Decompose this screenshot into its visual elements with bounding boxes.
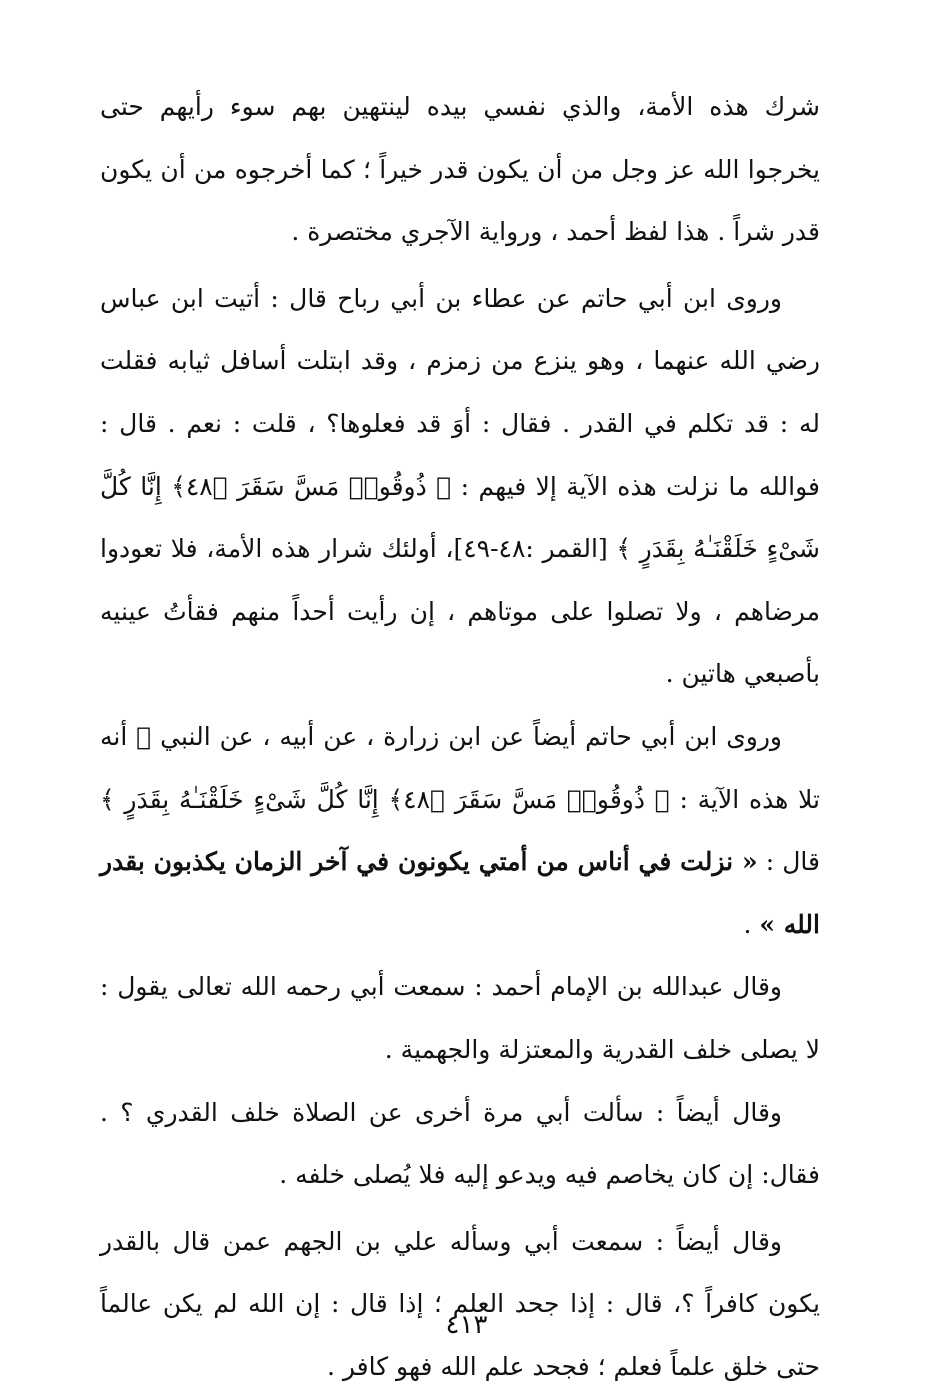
paragraph-2-text-b: [القمر :٤٨-٤٩]، أولئك شرار هذه الأمة، فلا تعودوا مرضاهم ، ولا تصلوا على موتاهم ، إن رأيت أحداً منهم فقأتُ عينيه بأصبعي هاتين .	[100, 534, 820, 689]
paragraph-4-text: وقال عبدالله بن الإمام أحمد : سمعت أبي رحمه الله تعالى يقول : لا يصلى خلف القدرية والمعتزلة والجهمية .	[100, 972, 820, 1064]
page-body	[100, 76, 820, 1398]
hadith-quote: « نزلت في أناس من أمتي يكونون في آخر الزمان يكذبون بقدر الله »	[100, 847, 820, 939]
paragraph-3-text-b: قال :	[757, 847, 820, 877]
paragraph-5-text: وقال أيضاً : سألت أبي مرة أخرى عن الصلاة خلف القدري ؟ . فقال: إن كان يخاصم فيه ويدعو إليه فلا يُصلى خلفه .	[100, 1097, 820, 1190]
paragraph-3-text-c: .	[743, 909, 760, 939]
paragraph-4	[100, 956, 820, 1081]
paragraph-6-text: وقال أيضاً : سمعت أبي وسأله علي بن الجهم عمن قال بالقدر يكون كافراً ؟، قال : إذا جحد العلم ؛ إذا قال : إن الله لم يكن عالماً حتى خلق علماً فعلم ؛ فجحد علم الله فهو كافر .	[100, 1226, 820, 1381]
paragraph-6	[100, 1211, 820, 1398]
paragraph-2	[100, 268, 820, 706]
paragraph-3-text-a: وروى ابن أبي حاتم أيضاً عن ابن زرارة ، عن أبيه ، عن النبي ﷺ أنه تلا هذه الآية :	[100, 721, 820, 814]
quran-verse-2: ﴿ ذُوقُوا۟ مَسَّ سَقَرَ ﴿٤٨﴾ إِنَّا كُلَّ شَىْءٍ خَلَقْنَـٰهُ بِقَدَرٍ ﴾	[100, 784, 670, 814]
quran-verse-1: ﴿ ذُوقُوا۟ مَسَّ سَقَرَ ﴿٤٨﴾ إِنَّا كُلَّ شَىْءٍ خَلَقْنَـٰهُ بِقَدَرٍ ﴾	[100, 471, 820, 564]
paragraph-1-text: شرك هذه الأمة، والذي نفسي بيده لينتهين بهم سوء رأيهم حتى يخرجوا الله عز وجل من أن يكون قدر خيراً ؛ كما أخرجوه من أن يكون قدر شراً . هذا لفظ أحمد ، ورواية الآجري مختصرة .	[100, 92, 820, 247]
paragraph-3	[100, 706, 820, 956]
paragraph-2-text-a: وروى ابن أبي حاتم عن عطاء بن أبي رباح قال : أتيت ابن عباس رضي الله عنهما ، وهو ينزع من زمزم ، وقد ابتلت أسافل ثيابه فقلت له : قد تكلم في القدر . فقال : أوَ قد فعلوها؟ ، قلت : نعم . قال : فوالله ما نزلت هذه الآية إلا فيهم :	[100, 283, 820, 501]
page-number: ٤١٣	[445, 1310, 488, 1340]
paragraph-1	[100, 76, 820, 264]
paragraph-5	[100, 1082, 820, 1207]
